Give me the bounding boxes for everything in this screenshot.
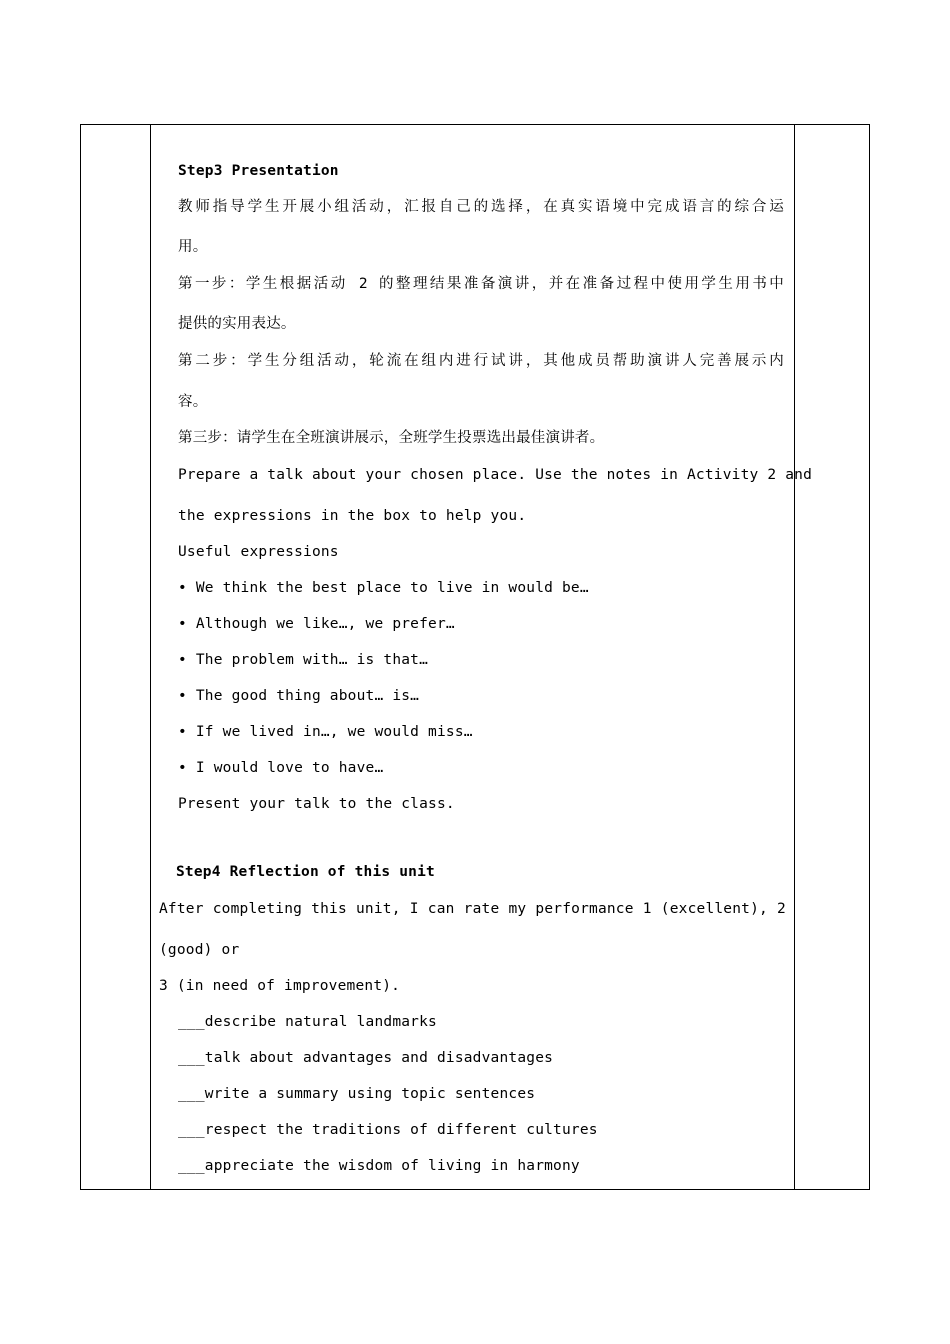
step3-cn-paragraph-3b: 容。 [178,394,208,410]
prepare-instruction-b: the expressions in the box to help you. [178,508,527,524]
reflection-intro-c: 3 (in need of improvement). [159,978,401,994]
expression-item: • We think the best place to live in would be… [178,580,589,596]
reflection-item: ___appreciate the wisdom of living in harmony [178,1158,580,1174]
expression-item: • The problem with… is that… [178,652,429,668]
step3-cn-paragraph-1a: 教师指导学生开展小组活动，汇报自己的选择，在真实语境中完成语言的综合运 [178,199,784,215]
step3-heading: Step3 Presentation [178,163,339,179]
step3-cn-paragraph-3a: 第二步：学生分组活动，轮流在组内进行试讲，其他成员帮助演讲人完善展示内 [178,353,784,369]
step3-cn-paragraph-2b: 提供的实用表达。 [178,316,296,332]
useful-expressions-label: Useful expressions [178,544,339,560]
reflection-item: ___describe natural landmarks [178,1014,437,1030]
table-left-divider [150,125,151,1189]
expression-item: • If we lived in…, we would miss… [178,724,473,740]
reflection-intro-a: After completing this unit, I can rate my performance 1 (excellent), 2 [159,901,786,917]
reflection-intro-b: (good) or [159,942,240,958]
expression-item: • The good thing about… is… [178,688,420,704]
reflection-item: ___write a summary using topic sentences [178,1086,536,1102]
step4-heading: Step4 Reflection of this unit [176,864,435,880]
expression-item: • Although we like…, we prefer… [178,616,455,632]
step3-cn-paragraph-2a: 第一步：学生根据活动 2 的整理结果准备演讲，并在准备过程中使用学生用书中 [178,276,784,292]
present-instruction: Present your talk to the class. [178,796,455,812]
prepare-instruction-a: Prepare a talk about your chosen place. Use the notes in Activity 2 and [178,467,813,483]
table-right-divider [794,125,795,1189]
step3-cn-paragraph-4: 第三步：请学生在全班演讲展示，全班学生投票选出最佳演讲者。 [178,430,605,446]
expression-item: • I would love to have… [178,760,384,776]
step3-cn-paragraph-1b: 用。 [178,239,208,255]
reflection-item: ___respect the traditions of different cultures [178,1122,598,1138]
reflection-item: ___talk about advantages and disadvantages [178,1050,554,1066]
